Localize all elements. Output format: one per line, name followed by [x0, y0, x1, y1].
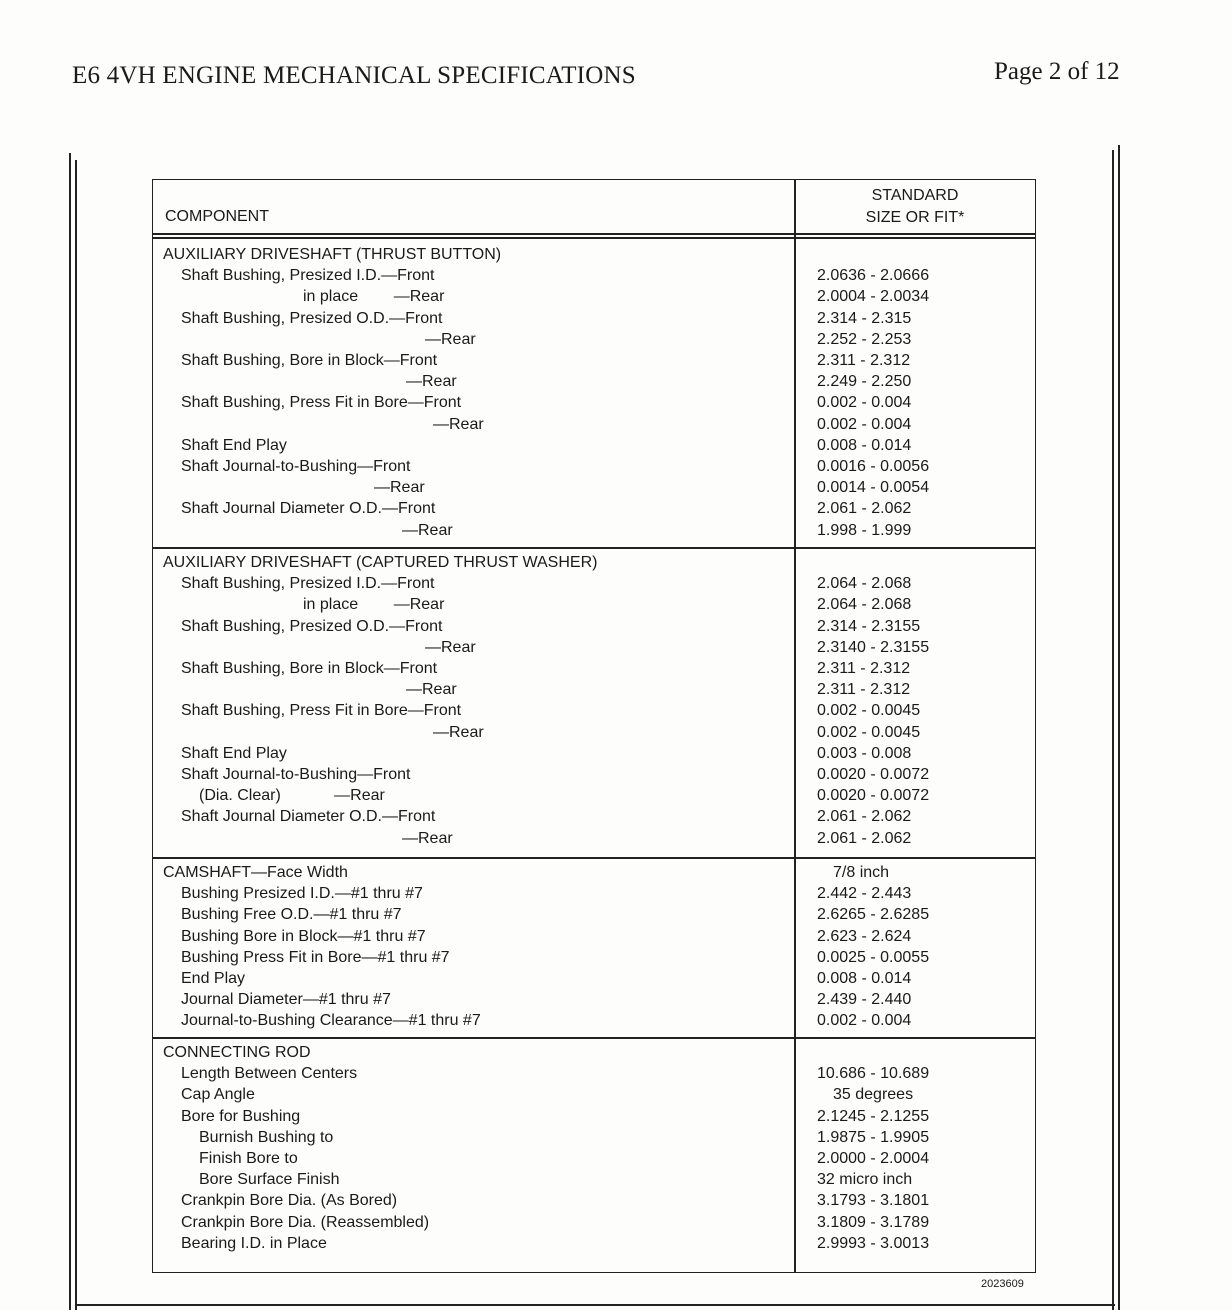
- table-row: [153, 1190, 1035, 1211]
- table-row: [153, 350, 1035, 371]
- table-row: [153, 883, 1035, 904]
- row-value: 32 micro inch: [817, 1171, 913, 1189]
- row-label: Shaft Bushing, Bore in Block—Front: [181, 660, 438, 677]
- row-label: in place —Rear: [303, 288, 445, 306]
- row-label: Shaft Bushing, Bore in Block—Front: [181, 352, 438, 369]
- row-label: —Rear: [374, 479, 425, 497]
- table-row: [153, 637, 1035, 658]
- frame-right-inner: [1112, 150, 1114, 1310]
- row-value: 0.008 - 0.014: [817, 436, 912, 454]
- table-row: [153, 498, 1035, 519]
- row-label: Shaft Bushing, Press Fit in Bore—Front: [181, 394, 462, 412]
- row-label: Bore Surface Finish: [199, 1171, 340, 1189]
- frame-left-outer: [69, 153, 71, 1310]
- row-value: 2.311 - 2.312: [817, 660, 911, 677]
- column-header-standard-line1: STANDARD: [871, 187, 959, 204]
- table-row: [153, 947, 1035, 968]
- row-label: Bushing Press Fit in Bore—#1 thru #7: [181, 948, 450, 966]
- table-row: [153, 308, 1035, 329]
- table-row: [153, 1148, 1035, 1169]
- row-value: 2.252 - 2.253: [817, 330, 912, 348]
- row-value: 2.623 - 2.624: [817, 927, 912, 945]
- section-heading-value: 7/8 inch: [833, 864, 890, 881]
- row-label: —Rear: [433, 415, 484, 433]
- table-row: [153, 743, 1035, 764]
- table-row: [153, 414, 1035, 435]
- table-row: [153, 722, 1035, 743]
- table-row: [153, 520, 1035, 541]
- page-number: Page 2 of 12: [994, 58, 1120, 85]
- page-title: E6 4VH ENGINE MECHANICAL SPECIFICATIONS: [72, 62, 636, 89]
- row-label: Crankpin Bore Dia. (As Bored): [181, 1192, 398, 1210]
- table-row: [153, 700, 1035, 721]
- row-label: Length Between Centers: [181, 1065, 358, 1083]
- row-value: 2.311 - 2.312: [817, 352, 911, 369]
- row-label: (Dia. Clear) —Rear: [199, 787, 385, 805]
- row-label: Bearing I.D. in Place: [181, 1234, 327, 1252]
- row-label: Bore for Bushing: [181, 1107, 301, 1125]
- row-value: 2.061 - 2.062: [817, 829, 912, 847]
- header-rule: [153, 237, 1035, 239]
- table-row: [153, 573, 1035, 594]
- row-value: 0.0016 - 0.0056: [817, 458, 930, 475]
- row-value: 0.002 - 0.004: [817, 394, 912, 412]
- row-value: 0.0020 - 0.0072: [817, 787, 930, 805]
- table-row: [153, 926, 1035, 947]
- section-rule: [153, 547, 1035, 549]
- section-heading: [153, 244, 1035, 265]
- table-row: [153, 435, 1035, 456]
- row-label: —Rear: [433, 723, 484, 741]
- row-label: —Rear: [402, 521, 453, 539]
- frame-left-inner: [75, 160, 77, 1310]
- row-label: Journal-to-Bushing Clearance—#1 thru #7: [181, 1012, 481, 1030]
- row-label: End Play: [181, 970, 246, 987]
- row-label: Bushing Presized I.D.—#1 thru #7: [181, 885, 423, 903]
- row-value: 2.0000 - 2.0004: [817, 1150, 930, 1167]
- table-row: [153, 286, 1035, 307]
- row-value: 2.6265 - 2.6285: [817, 906, 930, 924]
- table-row: [153, 456, 1035, 477]
- table-row: [153, 828, 1035, 849]
- section-heading-label: CONNECTING ROD: [163, 1044, 311, 1061]
- row-value: 0.002 - 0.0045: [817, 723, 921, 741]
- row-value: 2.061 - 2.062: [817, 808, 912, 826]
- row-value: 2.249 - 2.250: [817, 373, 912, 391]
- row-label: Journal Diameter—#1 thru #7: [181, 991, 391, 1009]
- table-row: [153, 989, 1035, 1010]
- row-value: 10.686 - 10.689: [817, 1065, 930, 1083]
- row-value: 2.064 - 2.068: [817, 575, 912, 593]
- row-value: 2.3140 - 2.3155: [817, 638, 930, 656]
- row-value: 2.314 - 2.315: [817, 309, 912, 327]
- row-value: 2.311 - 2.312: [817, 681, 911, 699]
- spec-table: [152, 179, 1036, 1273]
- row-label: —Rear: [402, 829, 453, 847]
- row-value: 3.1793 - 3.1801: [817, 1192, 930, 1210]
- row-value: 2.314 - 2.3155: [817, 617, 921, 635]
- section-heading: [153, 552, 1035, 573]
- row-label: Burnish Bushing to: [199, 1128, 334, 1146]
- row-label: Shaft Journal-to-Bushing—Front: [181, 766, 411, 783]
- section-rule: [153, 857, 1035, 859]
- row-value: 2.442 - 2.443: [817, 885, 912, 903]
- header-rule: [153, 233, 1035, 235]
- row-label: —Rear: [406, 373, 457, 391]
- row-value: 2.061 - 2.062: [817, 500, 912, 518]
- table-row: [153, 477, 1035, 498]
- row-value: 0.002 - 0.004: [817, 1012, 912, 1030]
- table-row: [153, 679, 1035, 700]
- row-label: Shaft Journal Diameter O.D.—Front: [181, 500, 436, 518]
- row-value: 2.1245 - 2.1255: [817, 1107, 930, 1125]
- table-row: [153, 392, 1035, 413]
- table-row: [153, 1010, 1035, 1031]
- row-label: Shaft Bushing, Presized O.D.—Front: [181, 617, 443, 635]
- row-label: Shaft Journal-to-Bushing—Front: [181, 458, 411, 475]
- row-label: —Rear: [425, 330, 476, 348]
- row-label: Shaft Bushing, Press Fit in Bore—Front: [181, 702, 462, 720]
- table-row: [153, 1212, 1035, 1233]
- table-row: [153, 1127, 1035, 1148]
- table-row: [153, 1169, 1035, 1190]
- table-row: [153, 658, 1035, 679]
- row-label: —Rear: [425, 638, 476, 656]
- row-label: Bushing Free O.D.—#1 thru #7: [181, 906, 402, 924]
- table-row: [153, 1063, 1035, 1084]
- section-rule: [153, 1037, 1035, 1039]
- table-row: [153, 329, 1035, 350]
- row-label: Bushing Bore in Block—#1 thru #7: [181, 927, 426, 945]
- row-value: 1.998 - 1.999: [817, 521, 912, 539]
- row-value: 0.002 - 0.0045: [817, 702, 921, 720]
- table-row: [153, 594, 1035, 615]
- table-row: [153, 1233, 1035, 1254]
- column-header-standard-line2: SIZE OR FIT*: [865, 209, 965, 226]
- row-value: 2.439 - 2.440: [817, 991, 912, 1009]
- row-label: Shaft Journal Diameter O.D.—Front: [181, 808, 436, 826]
- row-label: Shaft Bushing, Presized I.D.—Front: [181, 575, 435, 593]
- row-value: 35 degrees: [833, 1086, 914, 1104]
- row-label: Shaft Bushing, Presized I.D.—Front: [181, 267, 435, 285]
- document-number: 2023609: [981, 1278, 1024, 1290]
- frame-right-outer: [1118, 145, 1120, 1310]
- row-value: 0.0020 - 0.0072: [817, 766, 930, 783]
- row-value: 0.0014 - 0.0054: [817, 479, 930, 497]
- row-value: 3.1809 - 3.1789: [817, 1213, 930, 1231]
- row-value: 0.008 - 0.014: [817, 970, 912, 987]
- table-row: [153, 616, 1035, 637]
- section-heading-label: AUXILIARY DRIVESHAFT (CAPTURED THRUST WASHER): [163, 554, 598, 571]
- table-row: [153, 806, 1035, 827]
- table-row: [153, 785, 1035, 806]
- section-heading: [153, 862, 1035, 883]
- row-label: Shaft Bushing, Presized O.D.—Front: [181, 309, 443, 327]
- row-label: Cap Angle: [181, 1086, 255, 1104]
- row-value: 2.0004 - 2.0034: [817, 288, 930, 306]
- row-label: in place —Rear: [303, 596, 445, 614]
- table-row: [153, 904, 1035, 925]
- table-row: [153, 265, 1035, 286]
- frame-bottom: [75, 1304, 1115, 1306]
- row-label: Shaft End Play: [181, 744, 287, 762]
- table-row: [153, 764, 1035, 785]
- table-row: [153, 968, 1035, 989]
- row-value: 1.9875 - 1.9905: [817, 1128, 930, 1146]
- table-row: [153, 371, 1035, 392]
- column-header-component: COMPONENT: [165, 208, 269, 225]
- section-heading-label: CAMSHAFT—Face Width: [163, 864, 348, 881]
- row-value: 2.064 - 2.068: [817, 596, 912, 614]
- row-value: 2.0636 - 2.0666: [817, 267, 930, 285]
- row-label: Crankpin Bore Dia. (Reassembled): [181, 1213, 430, 1231]
- section-heading-label: AUXILIARY DRIVESHAFT (THRUST BUTTON): [163, 246, 502, 263]
- row-value: 0.0025 - 0.0055: [817, 948, 930, 966]
- row-label: —Rear: [406, 681, 457, 699]
- row-value: 2.9993 - 3.0013: [817, 1234, 930, 1252]
- section-heading: [153, 1042, 1035, 1063]
- row-value: 0.003 - 0.008: [817, 744, 912, 762]
- row-label: Finish Bore to: [199, 1150, 298, 1167]
- row-value: 0.002 - 0.004: [817, 415, 912, 433]
- table-row: [153, 1084, 1035, 1105]
- row-label: Shaft End Play: [181, 436, 287, 454]
- table-row: [153, 1106, 1035, 1127]
- column-header-standard: [795, 185, 1035, 229]
